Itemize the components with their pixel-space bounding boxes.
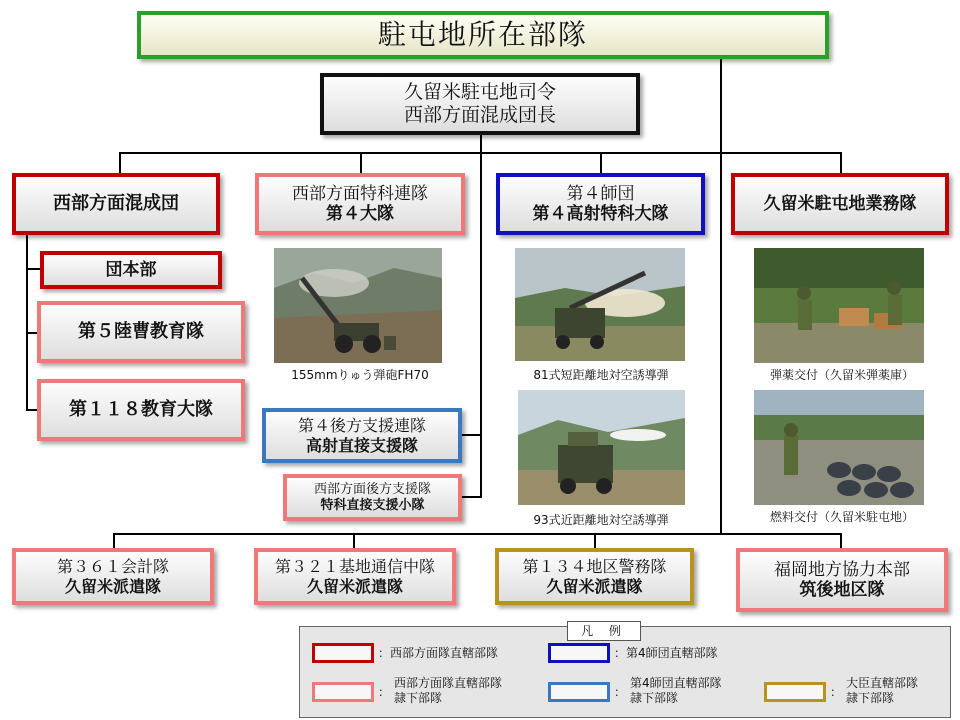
fuel-photo: [754, 390, 924, 505]
business-label: 久留米駐屯地業務隊: [763, 193, 917, 214]
sam81-photo: [515, 248, 685, 361]
business-box: [731, 173, 949, 235]
artillery-line2: 第４大隊: [326, 204, 394, 224]
legend-swatch-gold: [764, 682, 826, 702]
accounting-box: [12, 548, 214, 605]
sam81-caption: 81式短距離地対空誘導弾: [533, 368, 669, 382]
logistics4-line1: 第４後方支援連隊: [297, 416, 426, 436]
connector-drop-signal: [353, 533, 355, 549]
division-line1: 第４師団: [566, 183, 635, 204]
edu118-box: [37, 379, 245, 441]
signal-box: [254, 548, 456, 605]
legend-swatch-red: [312, 643, 374, 663]
recruit-box: [736, 548, 948, 612]
legend-west-sub-line1: 西部方面隊直轄部隊: [394, 676, 503, 690]
brigade-box: [12, 173, 220, 235]
legend-west-direct: ：西部方面隊直轄部隊: [378, 646, 499, 660]
legend-colon-1: ：: [378, 685, 391, 699]
edu5-box: [37, 301, 245, 363]
connector-drop-brigade: [119, 152, 121, 174]
connector-rear-support: [461, 496, 482, 498]
accounting-line1: 第３６１会計隊: [56, 557, 169, 577]
page-title: [137, 11, 829, 59]
legend-div-direct: ：第4師団直轄部隊: [614, 646, 718, 660]
connector-title-right: [720, 56, 722, 534]
connector-drop-accounting: [113, 533, 115, 549]
connector-brigade-spine: [26, 234, 28, 410]
legend-swatch-blue: [548, 643, 610, 663]
fuel-caption: 燃料交付（久留米駐屯地）: [769, 510, 914, 524]
legend-minister: [846, 676, 918, 706]
legend-title: 凡 例: [567, 621, 641, 641]
legend-colon-3: ：: [830, 685, 843, 699]
hq-label: 団本部: [105, 259, 157, 280]
guard-line2: 久留米派遣隊: [546, 576, 643, 596]
legend-div-sub: [630, 676, 722, 706]
artillery-box: [255, 173, 465, 235]
howitzer-caption: 155mmりゅう弾砲FH70: [291, 368, 429, 382]
sam93-caption: 93式近距離地対空誘導弾: [533, 513, 669, 527]
signal-line1: 第３２１基地通信中隊: [274, 557, 435, 577]
page-title-text: 駐屯地所在部隊: [377, 18, 588, 52]
commander-box: [320, 73, 640, 135]
division-box: [496, 173, 705, 235]
connector-drop-business: [840, 152, 842, 174]
connector-logistics: [461, 434, 482, 436]
rear-support-line2: 特科直接支援小隊: [320, 497, 425, 513]
logistics4-box: [262, 408, 462, 463]
connector-drop-guard: [594, 533, 596, 549]
recruit-line2: 筑後地区隊: [799, 580, 885, 600]
edu118-label: 第１１８教育大隊: [69, 399, 213, 421]
guard-box: [495, 548, 694, 605]
signal-line2: 久留米派遣隊: [306, 576, 403, 596]
artillery-line1: 西部方面特科連隊: [292, 183, 428, 204]
connector-drop-division: [600, 152, 602, 174]
sam93-photo: [518, 390, 685, 505]
rear-support-box: [283, 474, 462, 521]
legend-div-sub-line1: 第4師団直轄部隊: [630, 676, 722, 690]
guard-line1: 第１３４地区警務隊: [522, 557, 667, 577]
hq-box: [40, 251, 222, 289]
brigade-label: 西部方面混成団: [53, 193, 179, 215]
legend-swatch-pink: [312, 682, 374, 702]
legend-minister-line2: 隷下部隊: [846, 691, 895, 705]
howitzer-photo: [274, 248, 442, 363]
legend-minister-line1: 大臣直轄部隊: [846, 676, 919, 690]
recruit-line1: 福岡地方協力本部: [774, 559, 910, 580]
connector-bottom-horizontal: [113, 533, 840, 535]
rear-support-line1: 西部方面後方支援隊: [313, 481, 431, 497]
connector-drop-artillery: [360, 152, 362, 174]
legend-west-sub: [394, 676, 502, 706]
ammo-caption: 弾薬交付（久留米弾薬庫）: [769, 368, 914, 382]
legend-west-sub-line2: 隷下部隊: [394, 691, 443, 705]
connector-center-down: [480, 152, 482, 497]
legend-colon-2: ：: [614, 685, 627, 699]
ammo-photo: [754, 248, 924, 363]
logistics4-line2: 高射直接支援隊: [305, 435, 418, 455]
accounting-line2: 久留米派遣隊: [64, 576, 161, 596]
legend-swatch-lightblue: [548, 682, 610, 702]
edu5-label: 第５陸曹教育隊: [78, 321, 204, 343]
connector-drop-recruit: [840, 533, 842, 549]
commander-line2: 西部方面混成団長: [403, 104, 556, 126]
commander-line1: 久留米駐屯地司令: [403, 81, 556, 104]
legend-div-sub-line2: 隷下部隊: [630, 691, 679, 705]
division-line2: 第４高射特科大隊: [532, 204, 669, 224]
connector-cmd-down: [480, 133, 482, 153]
